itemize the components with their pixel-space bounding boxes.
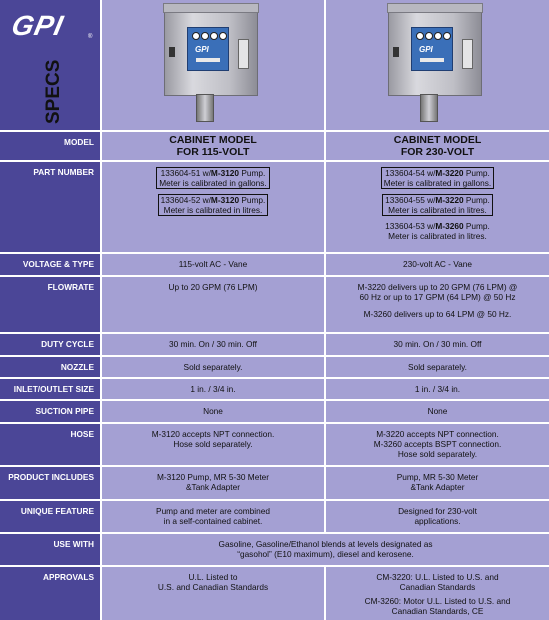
suction-cell-115v: None [102,401,324,422]
approvals-cell-115v: U.L. Listed to U.S. and Canadian Standards [102,567,324,620]
model-cell-115v: CABINET MODEL FOR 115-VOLT [102,132,324,160]
unique-cell-115v: Pump and meter are combined in a self-contained cabinet. [102,501,324,532]
row-model [0,132,549,160]
inlet-cell-230v: 1 in. / 3/4 in. [326,379,549,399]
row-part-number [0,162,549,252]
cabinet-illustration [164,8,258,96]
cabinet-illustration [388,8,482,96]
nozzle-cell-115v: Sold separately. [102,357,324,377]
flowrate-cell-230v: M-3220 delivers up to 20 GPM (76 LPM) @ 60 Hz or up to 17 GPM (64 LPM) @ 50 Hz M-3260 delivers up to 64 LPM @ 50 Hz. [326,277,549,332]
product-image-230v [326,0,549,130]
row-label: UNIQUE FEATURE [0,501,100,532]
row-suction-pipe [0,401,549,422]
row-label: APPROVALS [0,567,100,620]
row-label: HOSE [0,424,100,465]
unique-cell-230v: Designed for 230-volt applications. [326,501,549,532]
model-cell-230v: CABINET MODEL FOR 230-VOLT [326,132,549,160]
use-with-cell: Gasoline, Gasoline/Ethanol blends at levels designated as “gasohol” (E10 maximum), diesel and kerosene. [102,534,549,565]
row-label: NOZZLE [0,357,100,377]
part-number-cell-115v [102,162,324,252]
duty-cell-115v: 30 min. On / 30 min. Off [102,334,324,355]
hose-cell-115v: M-3120 accepts NPT connection. Hose sold separately. [102,424,324,465]
flowrate-cell-115v: Up to 20 GPM (76 LPM) [102,277,324,332]
product-image-115v [102,0,324,130]
includes-cell-115v: M-3120 Pump, MR 5-30 Meter &Tank Adapter [102,467,324,499]
voltage-cell-230v: 230-volt AC - Vane [326,254,549,275]
row-inlet-outlet [0,379,549,399]
duty-cell-230v: 30 min. On / 30 min. Off [326,334,549,355]
row-label: USE WITH [0,534,100,565]
row-label: PRODUCT INCLUDES [0,467,100,499]
row-voltage [0,254,549,275]
gpi-logo: GPI [8,10,67,41]
row-approvals [0,567,549,620]
brand-panel [0,0,100,130]
part-number-cell-230v [326,162,549,252]
part-entry: 133604-51 w/M-3120 Pump. Meter is calibrated in gallons. [102,167,324,189]
part-entry: 133604-53 w/M-3260 Pump. Meter is calibrated in litres. [385,221,490,241]
hose-cell-230v: M-3220 accepts NPT connection. M-3260 accepts BSPT connection. Hose sold separately. [326,424,549,465]
row-label: INLET/OUTLET SIZE [0,379,100,399]
approvals-cell-230v: CM-3220: U.L. Listed to U.S. and Canadian Standards CM-3260: Motor U.L. Listed to U.S. and Canadian Standards, CE [326,567,549,620]
includes-cell-230v: Pump, MR 5-30 Meter &Tank Adapter [326,467,549,499]
inlet-cell-115v: 1 in. / 3/4 in. [102,379,324,399]
part-entry: 133604-55 w/M-3220 Pump. Meter is calibrated in litres. [326,194,549,216]
row-hose [0,424,549,465]
voltage-cell-115v: 115-volt AC - Vane [102,254,324,275]
row-label: VOLTAGE & TYPE [0,254,100,275]
row-label: SUCTION PIPE [0,401,100,422]
outlet-pipe [420,94,438,122]
row-unique-feature [0,501,549,532]
registered-mark: ® [88,34,93,40]
row-label: FLOWRATE [0,277,100,332]
row-nozzle [0,357,549,377]
part-entry: 133604-54 w/M-3220 Pump. Meter is calibrated in gallons. [326,167,549,189]
cabinet-handle [462,39,473,69]
row-flowrate [0,277,549,332]
nozzle-cell-230v: Sold separately. [326,357,549,377]
meter-face: GPI [411,27,453,71]
row-product-includes [0,467,549,499]
suction-cell-230v: None [326,401,549,422]
row-use-with [0,534,549,565]
row-label: MODEL [0,132,100,160]
row-label: PART NUMBER [0,162,100,252]
cabinet-handle [238,39,249,69]
part-entry: 133604-52 w/M-3120 Pump. Meter is calibrated in litres. [102,194,324,216]
row-label: DUTY CYCLE [0,334,100,355]
meter-face: GPI [187,27,229,71]
outlet-pipe [196,94,214,122]
row-duty-cycle [0,334,549,355]
specs-title: SPECS [43,59,64,124]
